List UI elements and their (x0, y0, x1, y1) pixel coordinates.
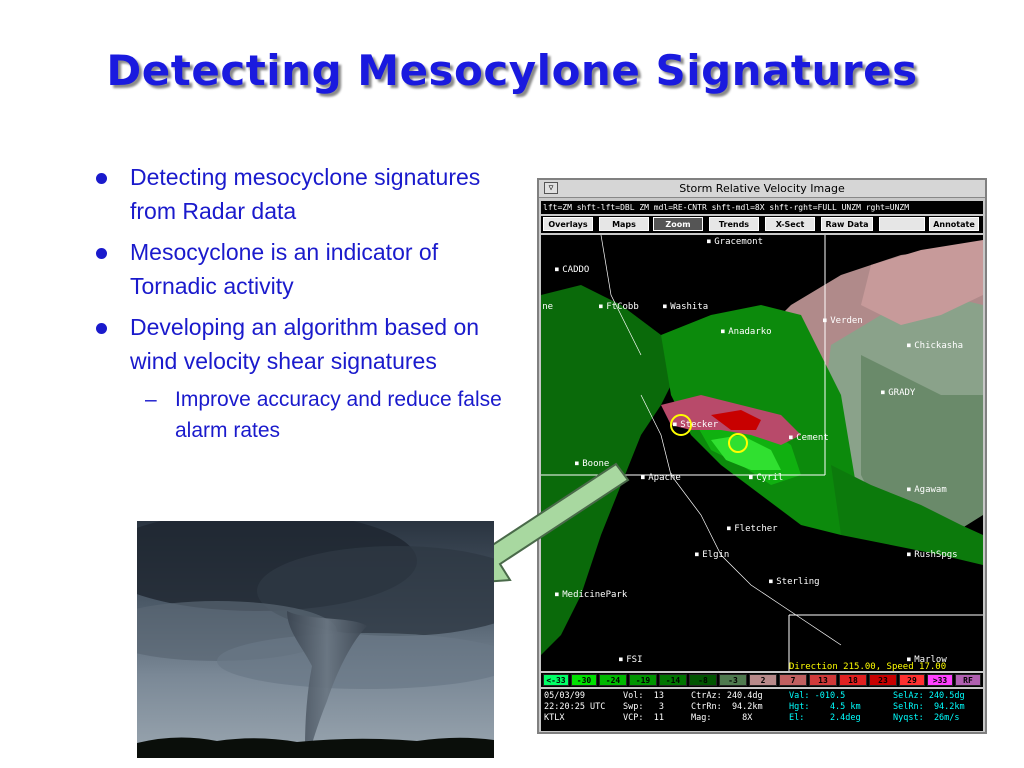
radar-map[interactable] (541, 235, 983, 671)
town-label: ■ Stecker (673, 420, 718, 430)
scale-cell: -14 (659, 674, 687, 686)
scale-cell: 13 (809, 674, 837, 686)
scale-cell: -24 (599, 674, 627, 686)
town-label: ■ ne (541, 302, 553, 312)
town-label: ■ FSI (619, 655, 643, 665)
town-label: ■ CADDO (555, 265, 589, 275)
scale-cell: -30 (571, 674, 597, 686)
scan-time-info: 05/03/99 22:20:25 UTC KTLX (544, 691, 606, 723)
scale-cell: >33 (927, 674, 953, 686)
sub-bullet-item (130, 384, 502, 446)
town-label: ■ Boone (575, 459, 609, 469)
velocity-field (541, 235, 983, 671)
scale-cell: 23 (869, 674, 897, 686)
town-label: ■ MedicinePark (555, 590, 627, 600)
town-label: ■ Chickasha (907, 341, 963, 351)
bullet-list (92, 160, 502, 453)
mouse-hint-bar: lft=ZM shft-lft=DBL ZM mdl=RE-CNTR shft-mdl=8X shft-rght=FULL UNZM rght=UNZM (541, 201, 983, 214)
town-label: ■ GRADY (881, 388, 915, 398)
center-info: CtrAz: 240.4dg CtrRn: 94.2km Mag: 8X (691, 691, 763, 723)
bullet-item: Mesocyclone is an indicator of Tornadic activity (92, 235, 502, 303)
scale-cell: 2 (749, 674, 777, 686)
radar-info-panel (541, 689, 983, 731)
zoom-button[interactable]: Zoom (653, 217, 703, 231)
sub-bullet-list (130, 384, 502, 446)
scale-cell: -19 (629, 674, 657, 686)
town-label: ■ FtCobb (599, 302, 639, 312)
town-label: ■ Fletcher (727, 524, 778, 534)
town-label: ■ Sterling (769, 577, 820, 587)
scale-cell: -8 (689, 674, 717, 686)
maps-button[interactable]: Maps (599, 217, 649, 231)
bullet-item: Detecting mesocyclone signatures from Radar data (92, 160, 502, 228)
window-title: Storm Relative Velocity Image (679, 182, 845, 195)
town-label: ■ RushSpgs (907, 550, 958, 560)
town-label: ■ Anadarko (721, 327, 772, 337)
scale-cell: 7 (779, 674, 807, 686)
scale-cell: -3 (719, 674, 747, 686)
town-label: ■ Gracemont (707, 237, 763, 247)
trends-button[interactable]: Trends (709, 217, 759, 231)
sub-bullet-text: Improve accuracy and reduce false alarm rates (175, 388, 502, 442)
town-label: ■ Apache (641, 473, 681, 483)
town-label: ■ Marlow (907, 655, 947, 665)
raw-data-button[interactable]: Raw Data (821, 217, 873, 231)
radar-window (537, 178, 987, 734)
town-label: ■ Agawam (907, 485, 947, 495)
window-menu-icon[interactable]: ▽ (544, 182, 558, 194)
scale-cell: 29 (899, 674, 925, 686)
town-label: ■ Washita (663, 302, 708, 312)
volume-info: Vol: 13 Swp: 3 VCP: 11 (623, 691, 664, 723)
scale-cell: <-33 (543, 674, 569, 686)
town-label: ■ Verden (823, 316, 863, 326)
scale-cell: RF (955, 674, 981, 686)
overlays-button[interactable]: Overlays (543, 217, 593, 231)
value-info: Val: -010.5 Hgt: 4.5 km El: 2.4deg (789, 691, 861, 723)
annotate-button[interactable]: Annotate (929, 217, 979, 231)
tornado-image (137, 521, 494, 758)
bullet-text: Developing an algorithm based on wind velocity shear signatures (130, 314, 480, 374)
window-titlebar[interactable] (539, 180, 985, 198)
selection-info: SelAz: 240.5dg SelRn: 94.2km Nyqst: 26m/s (893, 691, 965, 723)
velocity-color-scale (541, 673, 983, 687)
town-label: ■ Cyril (749, 473, 783, 483)
blank-button[interactable] (879, 217, 925, 231)
direction-speed-readout: Direction 215.00, Speed 17.00 (789, 662, 947, 671)
scale-cell: 18 (839, 674, 867, 686)
x-sect-button[interactable]: X-Sect (765, 217, 815, 231)
dash-marker: – (145, 388, 157, 411)
slide-title: Detecting Mesocylone Signatures (106, 46, 918, 95)
bullet-item (92, 310, 502, 446)
radar-toolbar (541, 216, 983, 233)
tornado-photo (137, 521, 494, 758)
town-label: ■ Cement (789, 433, 829, 443)
town-label: ■ Elgin (695, 550, 729, 560)
